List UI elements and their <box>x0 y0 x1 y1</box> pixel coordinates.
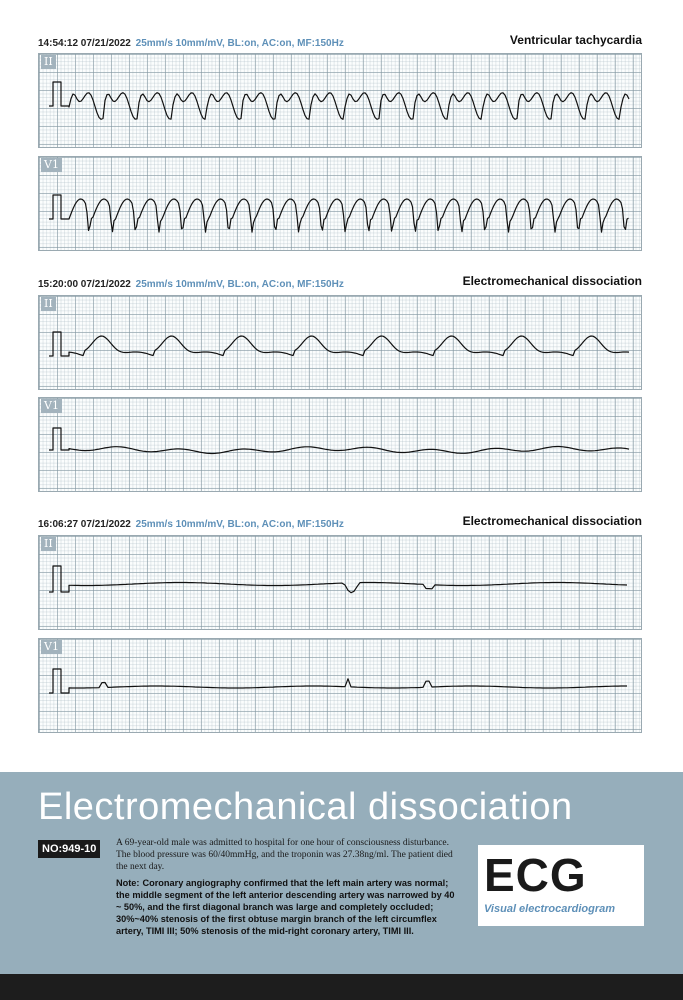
lead-label: II <box>41 537 56 551</box>
ecg-logo <box>478 845 644 926</box>
ecg-trace-vt-ii <box>39 54 642 148</box>
ecg-strip-lead-v1 <box>38 397 642 492</box>
case-number-badge: NO:949-10 <box>38 840 100 858</box>
recording-settings: 25mm/s 10mm/mV, BL:on, AC:on, MF:150Hz <box>135 519 344 530</box>
lead-label: V1 <box>41 399 62 413</box>
lead-label: V1 <box>41 158 62 172</box>
lead-label: II <box>41 297 56 311</box>
rhythm-label: Electromechanical dissociation <box>462 274 642 288</box>
note-label: Note: <box>116 878 140 888</box>
recording-settings: 25mm/s 10mm/mV, BL:on, AC:on, MF:150Hz <box>135 38 344 49</box>
ecg-trace-flat-ii <box>39 536 642 630</box>
ecg-strip-lead-v1 <box>38 156 642 251</box>
recording-header <box>38 519 344 530</box>
recording-header <box>38 38 344 49</box>
timestamp: 16:06:27 07/21/2022 <box>38 519 131 530</box>
logo-subtitle: Visual electrocardiogram <box>484 903 616 915</box>
recording-header <box>38 279 344 290</box>
panel-title: Electromechanical dissociation <box>38 786 573 828</box>
ecg-strip-lead-ii <box>38 295 642 390</box>
recording-settings: 25mm/s 10mm/mV, BL:on, AC:on, MF:150Hz <box>135 279 344 290</box>
ecg-strip-lead-ii <box>38 535 642 630</box>
ecg-strip-lead-ii <box>38 53 642 148</box>
case-panel <box>0 772 683 974</box>
timestamp: 14:54:12 07/21/2022 <box>38 38 131 49</box>
case-description: A 69-year-old male was admitted to hospital for one hour of consciousness disturbance. The blood pressure was 60/40mmHg, and the troponin was 27.38ng/ml. The patient died the next day. <box>116 838 453 872</box>
rhythm-label: Ventricular tachycardia <box>509 33 642 47</box>
lead-label: II <box>41 55 56 69</box>
watermark-id <box>4 770 24 940</box>
footer-bar <box>0 974 683 1000</box>
rhythm-label: Electromechanical dissociation <box>462 514 642 528</box>
ecg-trace-vt-v1 <box>39 157 642 251</box>
case-note <box>116 877 461 937</box>
timestamp: 15:20:00 07/21/2022 <box>38 279 131 290</box>
ecg-trace-flat-v1 <box>39 639 642 733</box>
note-text: Coronary angiography confirmed that the left main artery was normal; the middle segment of the left anterior descending artery was narrowed by 40 ~ 50%, and the first diagonal branch was large and completely occluded; 30%~40% stenosis of the first obtuse margin branch of the left circumflex artery, TIMI III; 50% stenosis of the mid-right coronary artery, TIMI III. <box>116 878 455 936</box>
ecg-strip-lead-v1 <box>38 638 642 733</box>
logo-wordmark: ECG <box>484 849 587 901</box>
ecg-trace-emd-ii <box>39 296 642 390</box>
lead-label: V1 <box>41 640 62 654</box>
ecg-trace-emd-v1 <box>39 398 642 492</box>
